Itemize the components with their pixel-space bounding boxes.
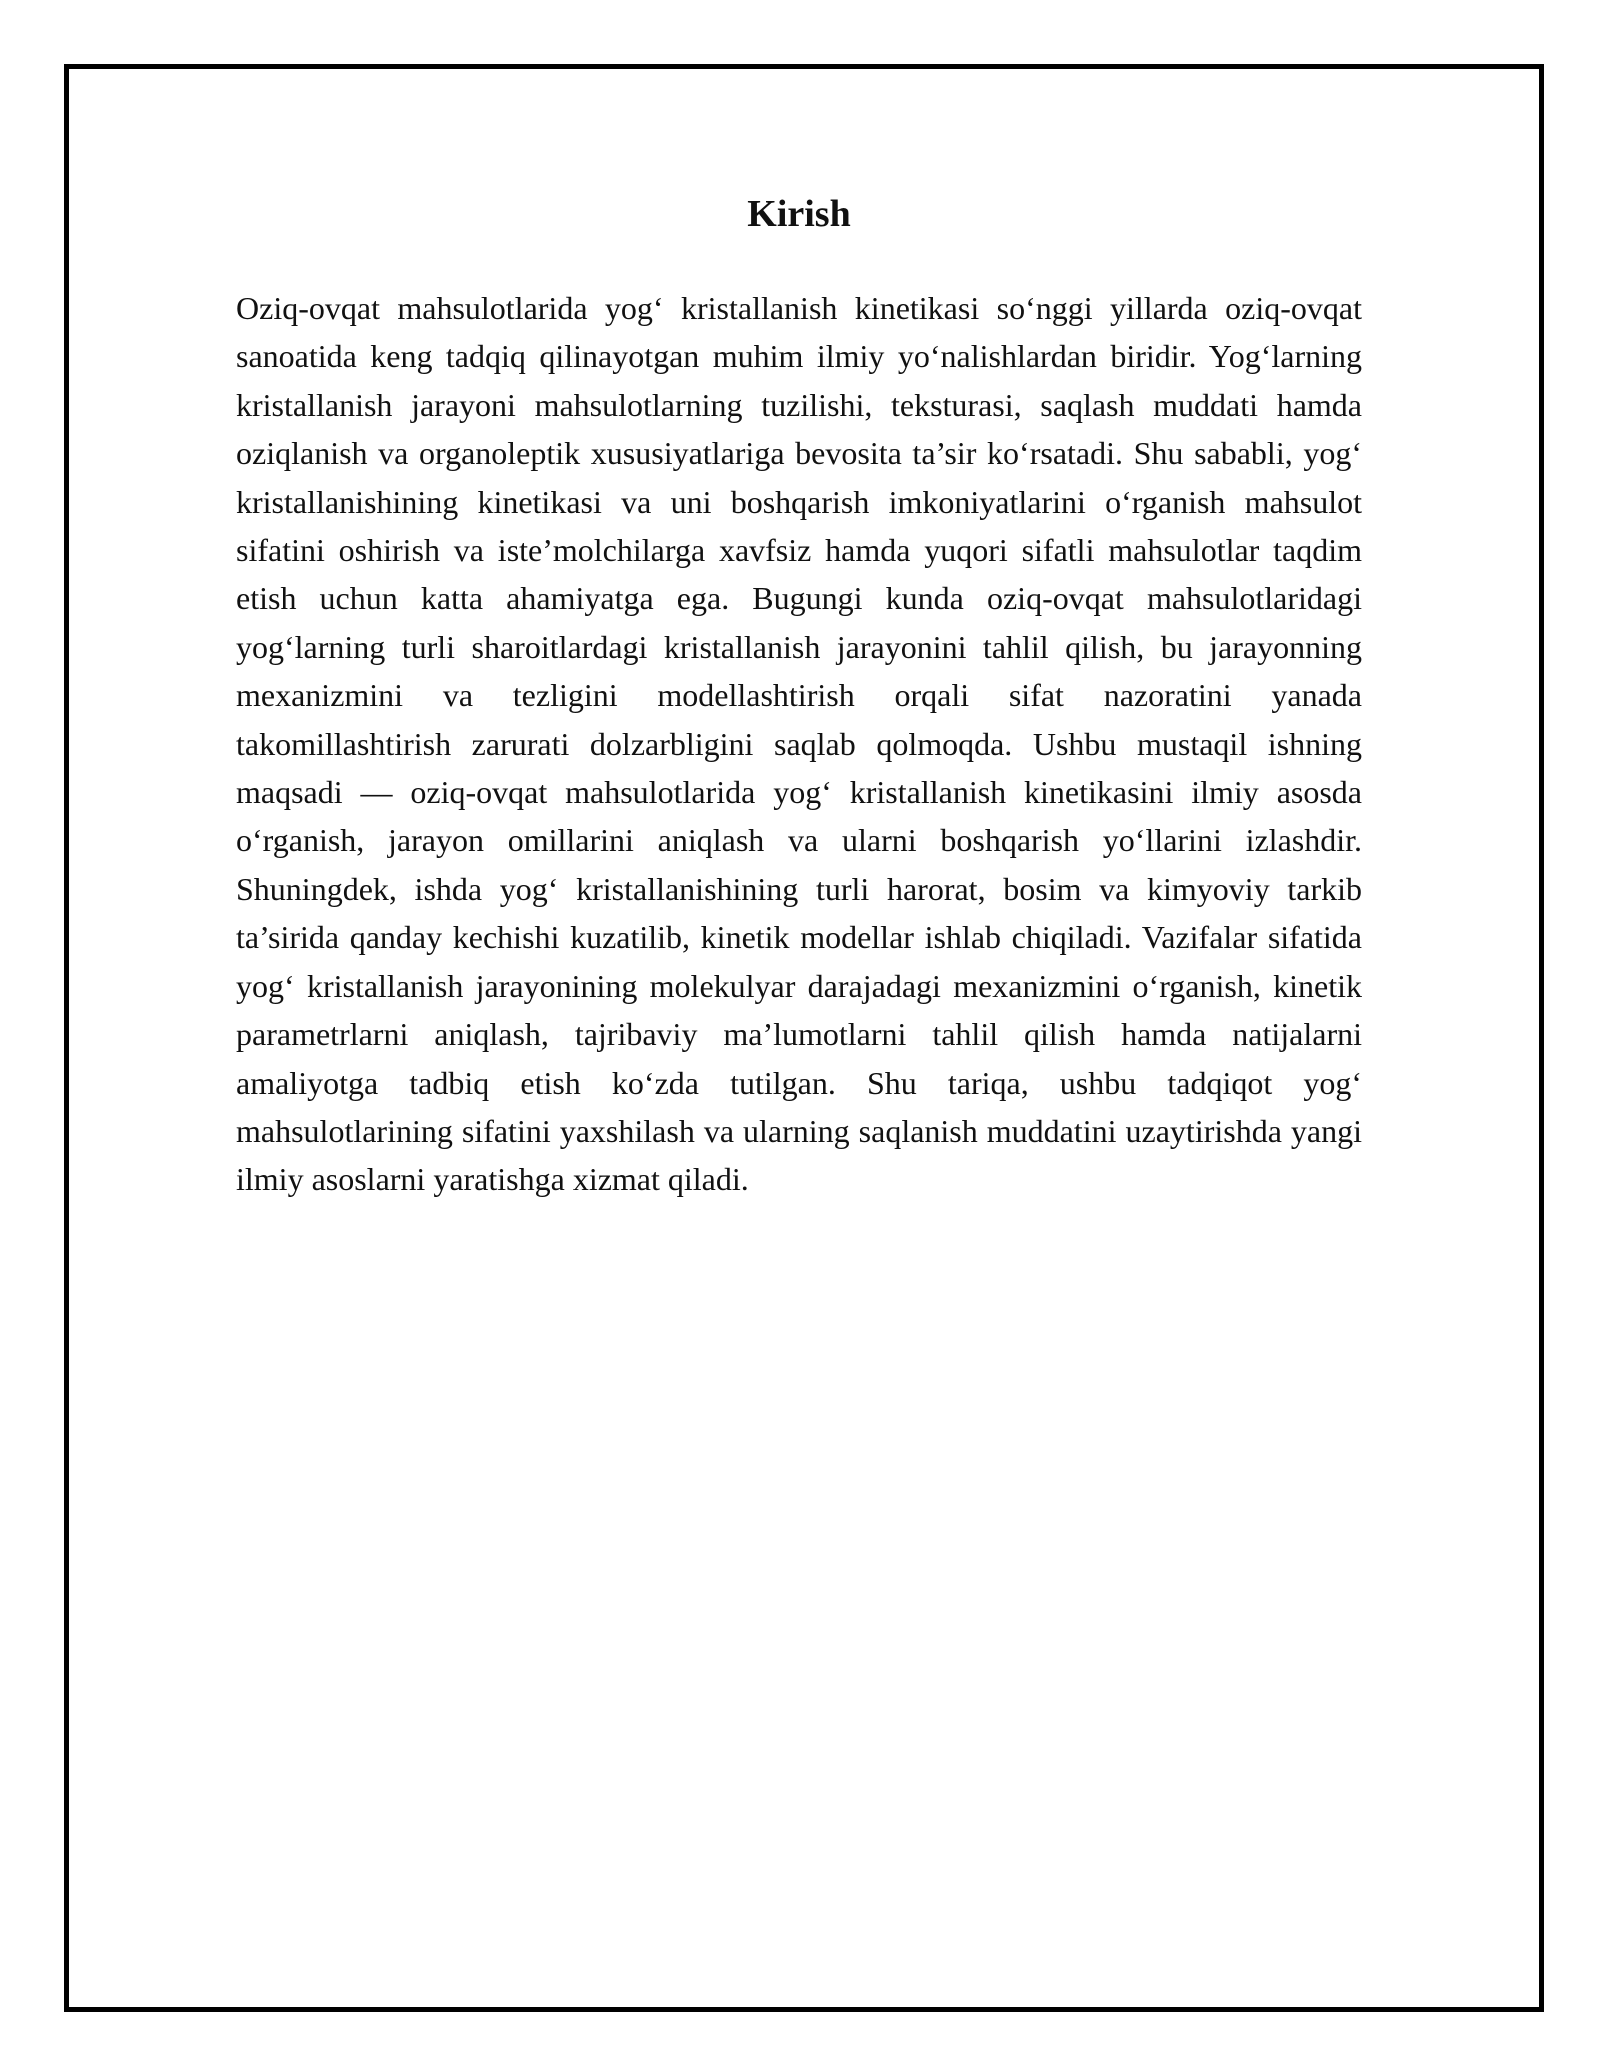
page-title: Kirish	[747, 193, 851, 235]
body-paragraph: Oziq-ovqat mahsulotlarida yog‘ kristallanish kinetikasi so‘nggi yillarda oziq-ovqat sanoatida keng tadqiq qilinayotgan muhim ilmiy yo‘nalishlardan biridir. Yog‘larning kristallanish jarayoni mahsulotlarning tuzilishi, teksturasi, saqlash muddati hamda oziqlanish va organoleptik xususiyatlariga bevosita ta’sir ko‘rsatadi. Shu sababli, yog‘ kristallanishining kinetikasi va uni boshqarish imkoniyatlarini o‘rganish mahsulot sifatini oshirish va iste’molchilarga xavfsiz hamda yuqori sifatli mahsulotlar taqdim etish uchun katta ahamiyatga ega. Bugungi kunda oziq-ovqat mahsulotlaridagi yog‘larning turli sharoitlardagi kristallanish jarayonini tahlil qilish, bu jarayonning mexanizmini va tezligini modellashtirish orqali sifat nazoratini yanada takomillashtirish zarurati dolzarbligini saqlab qolmoqda. Ushbu mustaqil ishning maqsadi — oziq-ovqat mahsulotlarida yog‘ kristallanish kinetikasini ilmiy asosda o‘rganish, jarayon omillarini aniqlash va ularni boshqarish yo‘llarini izlashdir. Shuningdek, ishda yog‘ kristallanishining turli harorat, bosim va kimyoviy tarkib ta’sirida qanday kechishi kuzatilib, kinetik modellar ishlab chiqiladi. Vazifalar sifatida yog‘ kristallanish jarayonining molekulyar darajadagi mexanizmini o‘rganish, kinetik parametrlarni aniqlash, tajribaviy ma’lumotlarni tahlil qilish hamda natijalarni amaliyotga tadbiq etish ko‘zda tutilgan. Shu tariqa, ushbu tadqiqot yog‘ mahsulotlarining sifatini yaxshilash va ularning saqlanish muddatini uzaytirishda yangi ilmiy asoslarni yaratishga xizmat qiladi.	[236, 290, 1362, 1198]
document-content	[236, 190, 1362, 1204]
